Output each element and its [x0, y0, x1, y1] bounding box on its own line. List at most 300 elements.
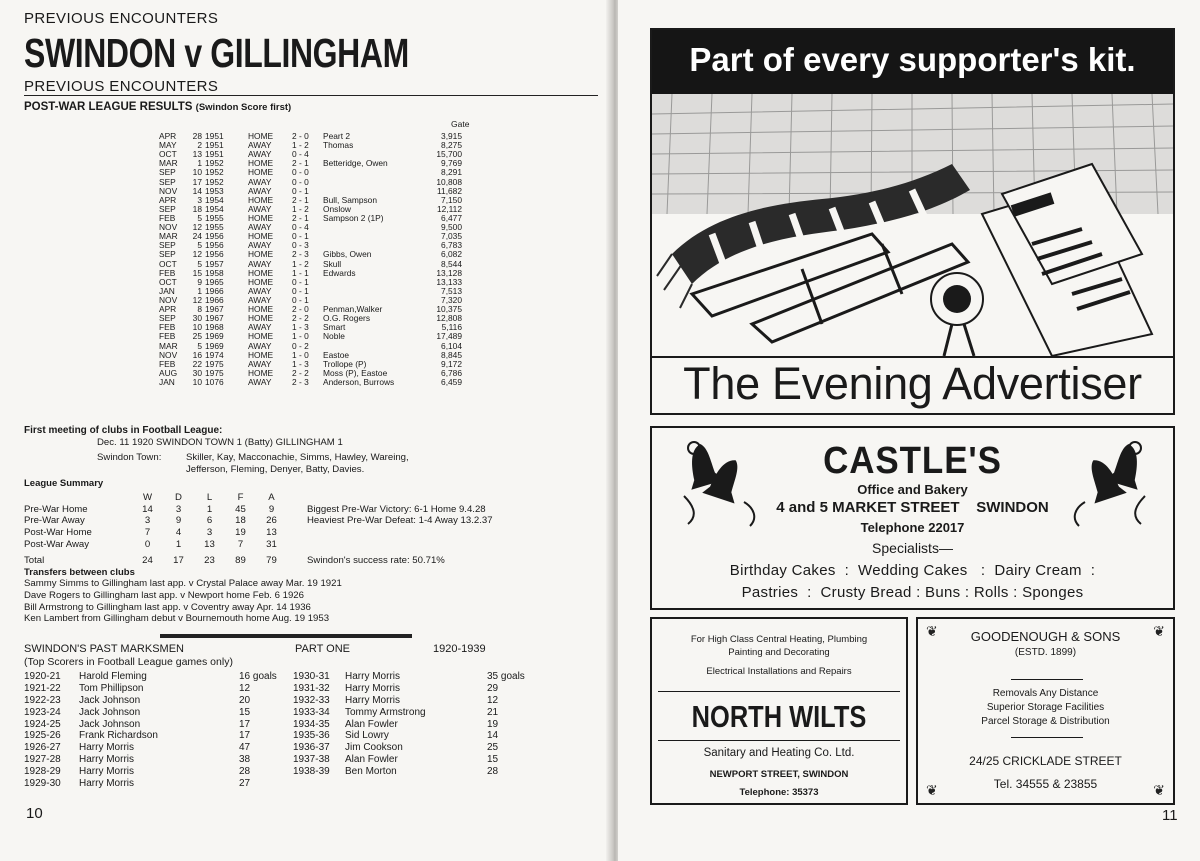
- result-year: 1975: [205, 367, 224, 378]
- result-gate: 6,459: [441, 376, 462, 387]
- result-gate: 10,375: [436, 304, 462, 315]
- scorer-row: [24, 730, 284, 742]
- nw-line-3: Electrical Installations and Repairs: [706, 666, 852, 677]
- scorer-player: Jack Johnson: [79, 694, 141, 706]
- summary-value: 13: [266, 527, 277, 539]
- result-year: 1967: [205, 313, 224, 324]
- result-year: 1954: [205, 194, 224, 205]
- result-year: 1951: [205, 149, 224, 160]
- result-year: 1954: [205, 203, 224, 214]
- ge-rule: [1011, 679, 1083, 680]
- scorer-goals: 12: [487, 694, 499, 706]
- nw-address: NEWPORT STREET, SWINDON: [709, 769, 849, 780]
- ge-estd: (ESTD. 1899): [1014, 647, 1077, 658]
- league-summary-title: League Summary: [24, 478, 104, 489]
- result-score: 2 - 3: [292, 376, 309, 387]
- summary-label: Total: [24, 555, 45, 567]
- summary-value: 79: [266, 555, 277, 567]
- result-score: 0 - 3: [292, 240, 309, 251]
- summary-value: 0: [144, 538, 151, 550]
- result-year: 1966: [205, 285, 224, 296]
- result-score: 2 - 0: [292, 131, 309, 141]
- result-score: 2 - 1: [292, 158, 309, 169]
- result-month: FEB: [159, 322, 176, 333]
- ge-address: 24/25 CRICKLADE STREET: [969, 754, 1122, 768]
- supporters-kit-illustration: [652, 94, 1173, 356]
- result-day: 15: [192, 267, 202, 278]
- scorer-season: 1931-32: [293, 682, 330, 694]
- scorer-row: [293, 719, 532, 731]
- scorer-goals: 12: [239, 682, 251, 694]
- ge-service-line: Superior Storage Facilities: [986, 702, 1105, 713]
- postwar-title: [24, 101, 291, 113]
- leaf-top-right-icon: ❦: [1153, 623, 1165, 639]
- scorer-player: Harry Morris: [345, 694, 400, 706]
- result-month: SEP: [159, 240, 176, 251]
- scorer-goals: 21: [487, 706, 499, 718]
- result-score: 0 - 0: [292, 167, 309, 178]
- header-previous-encounters: PREVIOUS ENCOUNTERS: [24, 10, 219, 27]
- result-gate: 10,808: [436, 176, 462, 187]
- result-year: 1952: [205, 158, 224, 169]
- result-gate: 6,477: [441, 212, 462, 223]
- summary-value: 45: [235, 503, 246, 515]
- castles-sub: Office and Bakery: [857, 482, 968, 497]
- result-month: MAR: [159, 158, 178, 169]
- evening-banner: Part of every supporter's kit.: [652, 30, 1173, 94]
- marksmen-bar: [160, 634, 412, 638]
- scorer-player: Harold Fleming: [79, 671, 147, 682]
- result-day: 12: [192, 294, 202, 305]
- result-scorers: Sampson 2 (1P): [323, 212, 384, 223]
- castles-address: 4 and 5 MARKET STREET SWINDON: [776, 499, 1049, 516]
- result-venue: AWAY: [248, 340, 272, 351]
- result-day: 5: [197, 240, 202, 251]
- swindon-town-players-1: Skiller, Kay, Macconachie, Simms, Hawley, Wareing,: [186, 452, 409, 463]
- scorer-player: Jack Johnson: [79, 718, 141, 730]
- transfer-line: Sammy Simms to Gillingham last app. v Crystal Palace away Mar. 19 1921: [24, 578, 342, 589]
- north-wilts-ad: [650, 617, 908, 805]
- summary-value: 7: [144, 527, 151, 539]
- result-year: 1969: [205, 331, 224, 342]
- result-venue: AWAY: [248, 222, 272, 233]
- scorer-row: [293, 754, 532, 766]
- result-month: APR: [159, 131, 177, 141]
- result-year: 1956: [205, 249, 224, 260]
- result-month: JAN: [159, 376, 175, 387]
- result-scorers: Penman,Walker: [323, 304, 383, 315]
- ge-name: GOODENOUGH & SONS: [970, 629, 1121, 644]
- result-gate: 6,104: [441, 340, 462, 351]
- result-month: OCT: [159, 276, 177, 287]
- result-month: NOV: [159, 185, 178, 196]
- transfer-line: Dave Rogers to Gillingham last app. v Newport home Feb. 6 1926: [24, 589, 304, 601]
- result-scorers: [323, 178, 423, 187]
- result-year: 1958: [205, 267, 224, 278]
- scorer-season: 1926-27: [24, 742, 61, 754]
- scorer-goals: 27: [239, 778, 251, 790]
- nw-rule-bottom: [658, 740, 900, 741]
- scorer-goals: 19: [487, 718, 499, 730]
- right-page: [618, 0, 1200, 861]
- result-score: 1 - 3: [292, 358, 309, 369]
- result-venue: AWAY: [248, 358, 272, 369]
- header-rule: [24, 95, 598, 96]
- summary-header-cell: L: [206, 492, 213, 503]
- result-month: MAR: [159, 231, 178, 242]
- summary-value: 19: [235, 527, 246, 539]
- castles-products-1: Birthday Cakes : Wedding Cakes : Dairy Cream :: [729, 562, 1096, 579]
- result-score: 0 - 1: [292, 185, 309, 196]
- transfers-title: Transfers between clubs: [24, 567, 135, 578]
- result-scorers: Moss (P), Eastoe: [323, 367, 388, 378]
- first-meeting-line: Dec. 11 1920 SWINDON TOWN 1 (Batty) GILLINGHAM 1: [97, 437, 343, 448]
- summary-label: Post-War Home: [24, 527, 92, 539]
- result-scorers: [323, 287, 423, 296]
- nw-rule-top: [658, 691, 900, 692]
- result-gate: 8,544: [441, 258, 462, 269]
- result-year: 1951: [205, 140, 224, 151]
- result-gate: 7,150: [441, 194, 462, 205]
- scorer-player: Tommy Armstrong: [345, 706, 426, 718]
- result-year: 1955: [205, 222, 224, 233]
- summary-value: 3: [206, 527, 213, 539]
- scorer-row: [293, 742, 532, 754]
- summary-value: 13: [204, 538, 215, 550]
- result-year: 1956: [205, 240, 224, 251]
- transfers-list: [24, 578, 342, 625]
- scorer-row: [24, 695, 284, 707]
- result-score: 0 - 1: [292, 231, 309, 242]
- result-scorers: Thomas: [323, 140, 354, 151]
- result-gate: 9,769: [441, 158, 462, 169]
- scorer-player: Alan Fowler: [345, 718, 398, 730]
- scorer-player: Jack Johnson: [79, 706, 141, 718]
- result-year: 1955: [205, 212, 224, 223]
- summary-value: 9: [175, 515, 182, 527]
- result-day: 1: [197, 158, 202, 169]
- result-day: 14: [192, 185, 202, 196]
- summary-value: 31: [266, 538, 277, 550]
- summary-value: 7: [237, 538, 244, 550]
- result-gate: 11,682: [437, 185, 462, 196]
- result-scorers: Anderson, Burrows: [323, 376, 395, 387]
- result-month: NOV: [159, 294, 178, 305]
- scorer-season: 1928-29: [24, 766, 61, 778]
- result-score: 1 - 2: [292, 203, 309, 214]
- marksmen-part: PART ONE: [295, 643, 351, 655]
- scorer-goals: 15: [239, 706, 251, 718]
- nw-line-1: For High Class Central Heating, Plumbing: [690, 634, 868, 645]
- result-venue: HOME: [248, 313, 274, 324]
- scorer-season: 1922-23: [24, 694, 61, 706]
- result-venue: AWAY: [248, 149, 272, 160]
- result-month: FEB: [159, 267, 176, 278]
- scorer-row: [293, 683, 532, 695]
- scorer-player: Harry Morris: [345, 671, 400, 682]
- marksmen-title: SWINDON'S PAST MARKSMEN: [24, 643, 184, 655]
- summary-value: 24: [142, 555, 153, 567]
- transfer-line: Bill Armstrong to Gillingham last app. v Coventry away Apr. 14 1936: [24, 601, 311, 613]
- scorer-season: 1924-25: [24, 718, 61, 730]
- summary-note: Biggest Pre-War Victory: 6-1 Home 9.4.28: [307, 503, 486, 515]
- summary-value: 3: [144, 515, 151, 527]
- scorer-player: Ben Morton: [345, 766, 397, 778]
- summary-row: [24, 504, 493, 516]
- result-scorers: Bull, Sampson: [323, 194, 377, 205]
- result-venue: HOME: [248, 194, 274, 205]
- summary-label: Pre-War Away: [24, 515, 85, 527]
- result-year: 1952: [205, 167, 224, 178]
- result-gate: 17,489: [436, 331, 462, 342]
- result-gate: 6,783: [441, 240, 462, 251]
- summary-header-cell: A: [268, 492, 275, 503]
- castles-products-2: Pastries : Crusty Bread : Buns : Rolls : Sponges: [741, 584, 1084, 601]
- result-score: 2 - 2: [292, 367, 309, 378]
- scorer-season: 1932-33: [293, 694, 330, 706]
- scorer-row: [293, 671, 532, 683]
- result-gate: 3,915: [441, 131, 462, 141]
- result-scorers: [323, 168, 423, 177]
- result-venue: HOME: [248, 249, 274, 260]
- result-day: 30: [192, 313, 202, 324]
- result-venue: HOME: [248, 158, 274, 169]
- result-month: OCT: [159, 149, 177, 160]
- scorer-season: 1920-21: [24, 671, 61, 682]
- castles-phone: Telephone 22017: [860, 520, 965, 535]
- result-year: 1956: [205, 231, 224, 242]
- page-title: SWINDON v GILLINGHAM: [24, 30, 409, 76]
- scorer-goals: 29: [487, 682, 499, 694]
- evening-title: The Evening Advertiser: [683, 358, 1142, 409]
- result-scorers: Onslow: [323, 203, 351, 214]
- result-month: JAN: [159, 285, 175, 296]
- scorer-row: [24, 671, 284, 683]
- result-scorers: [323, 223, 423, 232]
- scorer-row: [293, 707, 532, 719]
- result-year: 1967: [205, 304, 224, 315]
- scorer-goals: 38: [239, 754, 251, 766]
- scorer-row: [24, 742, 284, 754]
- scorer-player: Harry Morris: [79, 742, 134, 754]
- nw-name: NORTH WILTS: [691, 699, 867, 734]
- scorer-season: 1936-37: [293, 742, 330, 754]
- scorer-row: [24, 754, 284, 766]
- result-score: 2 - 0: [292, 304, 309, 315]
- result-month: AUG: [159, 367, 178, 378]
- result-month: NOV: [159, 222, 178, 233]
- result-gate: 12,808: [436, 313, 462, 324]
- castles-ad: [650, 426, 1175, 610]
- result-scorers: [323, 232, 423, 241]
- result-year: 1969: [205, 340, 224, 351]
- postwar-note: (Swindon Score first): [195, 102, 292, 113]
- result-day: 18: [192, 203, 202, 214]
- result-day: 2: [197, 140, 202, 151]
- summary-note: Swindon's success rate: 50.71%: [307, 555, 445, 567]
- result-year: 1957: [205, 258, 224, 269]
- result-score: 0 - 1: [292, 285, 309, 296]
- result-gate: 7,513: [441, 285, 462, 296]
- league-summary-table: [24, 492, 493, 567]
- result-venue: AWAY: [248, 140, 272, 151]
- scorer-goals: 17: [239, 730, 251, 742]
- subheader-previous-encounters: PREVIOUS ENCOUNTERS: [24, 78, 219, 95]
- scorer-goals: 14: [487, 730, 499, 742]
- result-score: 1 - 0: [292, 349, 309, 360]
- scorer-season: 1938-39: [293, 766, 330, 778]
- leaf-bottom-right-icon: ❦: [1153, 782, 1165, 798]
- marksmen-sub: (Top Scorers in Football League games only): [24, 656, 233, 668]
- result-day: 3: [197, 194, 202, 205]
- result-scorers: Betteridge, Owen: [323, 158, 388, 169]
- result-month: SEP: [159, 313, 176, 324]
- result-month: SEP: [159, 249, 176, 260]
- result-score: 0 - 1: [292, 294, 309, 305]
- result-score: 1 - 2: [292, 258, 309, 269]
- result-scorers: Eastoe: [323, 349, 350, 360]
- scorer-player: Alan Fowler: [345, 754, 398, 766]
- scorer-row: [24, 766, 284, 778]
- result-venue: HOME: [248, 276, 274, 287]
- result-venue: HOME: [248, 131, 274, 141]
- result-gate: 13,133: [436, 276, 462, 287]
- summary-value: 26: [266, 515, 277, 527]
- scorer-player: Harry Morris: [79, 766, 134, 778]
- result-score: 0 - 4: [292, 222, 309, 233]
- ge-phone: Tel. 34555 & 23855: [993, 777, 1098, 791]
- result-score: 2 - 1: [292, 194, 309, 205]
- summary-value: 18: [235, 515, 246, 527]
- summary-note: Heaviest Pre-War Defeat: 1-4 Away 13.2.37: [307, 515, 493, 527]
- result-score: 2 - 1: [292, 212, 309, 223]
- result-score: 2 - 3: [292, 249, 309, 260]
- result-venue: AWAY: [248, 376, 272, 387]
- result-month: APR: [159, 304, 177, 315]
- scorer-goals: 15: [487, 754, 499, 766]
- castles-specialists: Specialists—: [872, 540, 953, 556]
- scorer-goals: 17: [239, 718, 251, 730]
- result-gate: 5,116: [441, 322, 462, 333]
- result-gate: 9,172: [441, 358, 462, 369]
- result-year: 1968: [205, 322, 224, 333]
- result-score: 1 - 1: [292, 267, 309, 278]
- result-score: 1 - 0: [292, 331, 309, 342]
- result-day: 5: [197, 340, 202, 351]
- result-year: 1076: [205, 376, 224, 387]
- result-month: FEB: [159, 358, 176, 369]
- result-venue: HOME: [248, 304, 274, 315]
- rosette-drawing: [931, 273, 983, 356]
- result-gate: 15,700: [436, 149, 462, 160]
- result-gate: 8,845: [441, 349, 462, 360]
- scorer-season: 1923-24: [24, 706, 61, 718]
- scorer-row: [24, 719, 284, 731]
- marksmen-years: 1920-1939: [433, 643, 486, 655]
- result-venue: HOME: [248, 367, 274, 378]
- result-day: 10: [192, 376, 202, 387]
- result-venue: HOME: [248, 167, 274, 178]
- result-year: 1951: [205, 131, 224, 141]
- result-venue: HOME: [248, 267, 274, 278]
- result-score: 0 - 1: [292, 276, 309, 287]
- result-day: 25: [192, 331, 202, 342]
- result-score: 0 - 4: [292, 149, 309, 160]
- scorer-season: 1929-30: [24, 778, 61, 790]
- result-day: 5: [197, 212, 202, 223]
- leaf-bottom-left-icon: ❦: [926, 782, 938, 798]
- scorer-goals: 35 goals: [487, 671, 525, 682]
- result-month: SEP: [159, 176, 176, 187]
- result-scorers: Smart: [323, 322, 346, 333]
- gate-header: Gate: [451, 119, 470, 129]
- scorer-season: 1925-26: [24, 730, 61, 742]
- summary-header-blank: [24, 492, 132, 504]
- result-year: 1975: [205, 358, 224, 369]
- scorer-player: Frank Richardson: [79, 730, 158, 742]
- scorer-row: [293, 730, 532, 742]
- result-gate: 12,112: [437, 203, 462, 214]
- scorer-goals: 47: [239, 742, 251, 754]
- result-month: MAR: [159, 340, 178, 351]
- ge-services: [918, 687, 1173, 729]
- first-meeting-title: First meeting of clubs in Football League:: [24, 425, 223, 436]
- result-day: 17: [192, 176, 202, 187]
- scorer-row: [293, 695, 532, 707]
- result-score: 1 - 3: [292, 322, 309, 333]
- result-scorers: Gibbs, Owen: [323, 249, 372, 260]
- scorer-season: 1935-36: [293, 730, 330, 742]
- result-venue: AWAY: [248, 285, 272, 296]
- summary-header-row: [24, 492, 493, 504]
- result-score: 0 - 2: [292, 340, 309, 351]
- result-venue: AWAY: [248, 258, 272, 269]
- result-day: 9: [197, 276, 202, 287]
- result-month: SEP: [159, 203, 176, 214]
- scorer-player: Harry Morris: [79, 778, 134, 790]
- summary-value: 3: [175, 503, 182, 515]
- result-scorers: Edwards: [323, 267, 356, 278]
- result-venue: AWAY: [248, 240, 272, 251]
- summary-row: [24, 527, 493, 539]
- result-year: 1952: [205, 176, 224, 187]
- scorer-player: Harry Morris: [345, 682, 400, 694]
- scorer-season: 1937-38: [293, 754, 330, 766]
- result-month: OCT: [159, 258, 177, 269]
- page-number-left: 10: [26, 805, 43, 822]
- result-row: [159, 378, 462, 387]
- summary-header-cell: W: [142, 492, 153, 503]
- result-venue: AWAY: [248, 203, 272, 214]
- scorer-row: [24, 778, 284, 790]
- result-score: 2 - 2: [292, 313, 309, 324]
- result-day: 8: [197, 304, 202, 315]
- result-venue: AWAY: [248, 176, 272, 187]
- summary-row: [24, 515, 493, 527]
- scorer-season: 1933-34: [293, 706, 330, 718]
- scorer-season: 1930-31: [293, 671, 330, 682]
- castles-name: CASTLE'S: [823, 440, 1002, 482]
- result-day: 10: [192, 322, 202, 333]
- summary-value: 14: [142, 503, 153, 515]
- result-month: SEP: [159, 167, 176, 178]
- scorer-player: Sid Lowry: [345, 730, 389, 742]
- scorer-goals: 16 goals: [239, 671, 277, 682]
- result-day: 16: [192, 349, 202, 360]
- result-day: 1: [197, 285, 202, 296]
- summary-value: 1: [206, 503, 213, 515]
- scorer-goals: 20: [239, 694, 251, 706]
